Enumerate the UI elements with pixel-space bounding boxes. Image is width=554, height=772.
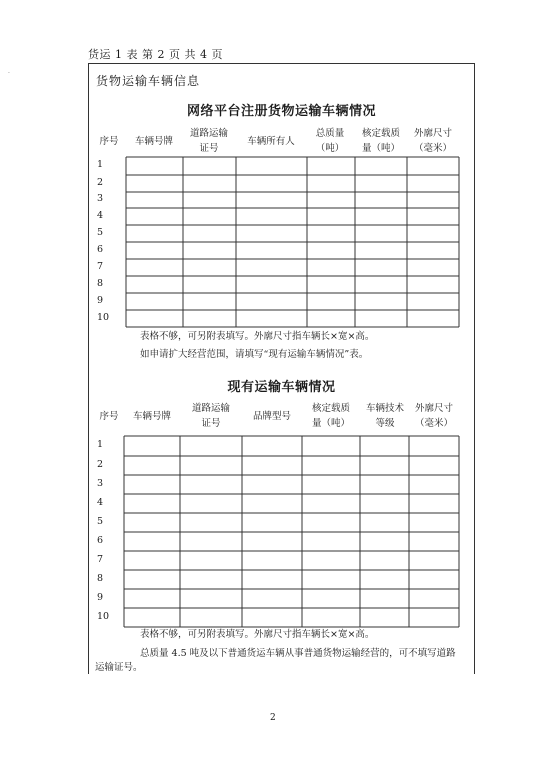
page-number: 2 [270,713,276,723]
column-header: 序号 [99,411,119,422]
table1-title: 网络平台注册货物运输车辆情况 [186,104,376,119]
row-number: 8 [97,572,104,584]
row-number: 10 [97,311,110,323]
row-number: 7 [97,260,104,272]
row-number: 4 [97,209,104,221]
table2-note-1: 表格不够，可另附表填写。外廓尺寸指车辆长×宽×高。 [140,629,375,640]
row-number: 1 [97,159,104,170]
row-number: 9 [97,591,104,603]
row-number: 3 [97,477,104,489]
table2-note-2: 总质量 4.5 吨及以下普通货运车辆从事普通货物运输经营的，可不填写道路 [140,648,456,659]
table2-note-3: 运输证号。 [95,662,143,673]
column-header: 车辆号牌 [134,136,173,147]
section-label: 货物运输车辆信息 [96,74,201,88]
table1-note-2: 如申请扩大经营范围，请填写“现有运输车辆情况”表。 [140,349,369,360]
table1-note-1: 表格不够，可另附表填写。外廓尺寸指车辆长×宽×高。 [140,331,375,342]
column-header: 车辆所有人 [247,136,295,147]
row-number: 7 [97,553,104,565]
table2-title: 现有运输车辆情况 [227,380,336,395]
column-header: 车辆号牌 [132,411,171,422]
column-header: 外廓尺寸 （毫米） [414,403,453,429]
row-number: 2 [97,458,104,470]
column-header: 品牌型号 [252,411,291,422]
row-number: 2 [97,176,104,188]
row-number: 4 [97,496,104,508]
column-header: 外廓尺寸 （毫米） [413,128,452,154]
row-number: 5 [97,515,104,527]
column-header: 序号 [99,136,119,147]
page-header: 货运 1 表 第 2 页 共 4 页 [88,48,223,61]
row-number: 1 [97,439,104,450]
scan-speck: · [8,70,10,77]
row-number: 9 [97,294,104,306]
row-number: 6 [97,534,104,546]
row-number: 6 [97,243,104,255]
column-header: 核定载质 量（吨） [311,403,350,429]
column-header: 车辆技术 等级 [365,403,404,429]
column-header: 道路运输 证号 [189,128,228,154]
column-header: 核定载质 量（吨） [361,128,400,154]
column-header: 总质量 （吨） [315,128,345,154]
column-header: 道路运输 证号 [191,403,230,429]
row-number: 5 [97,226,104,238]
row-number: 3 [97,193,104,204]
row-number: 8 [97,277,104,289]
row-number: 10 [97,610,110,622]
